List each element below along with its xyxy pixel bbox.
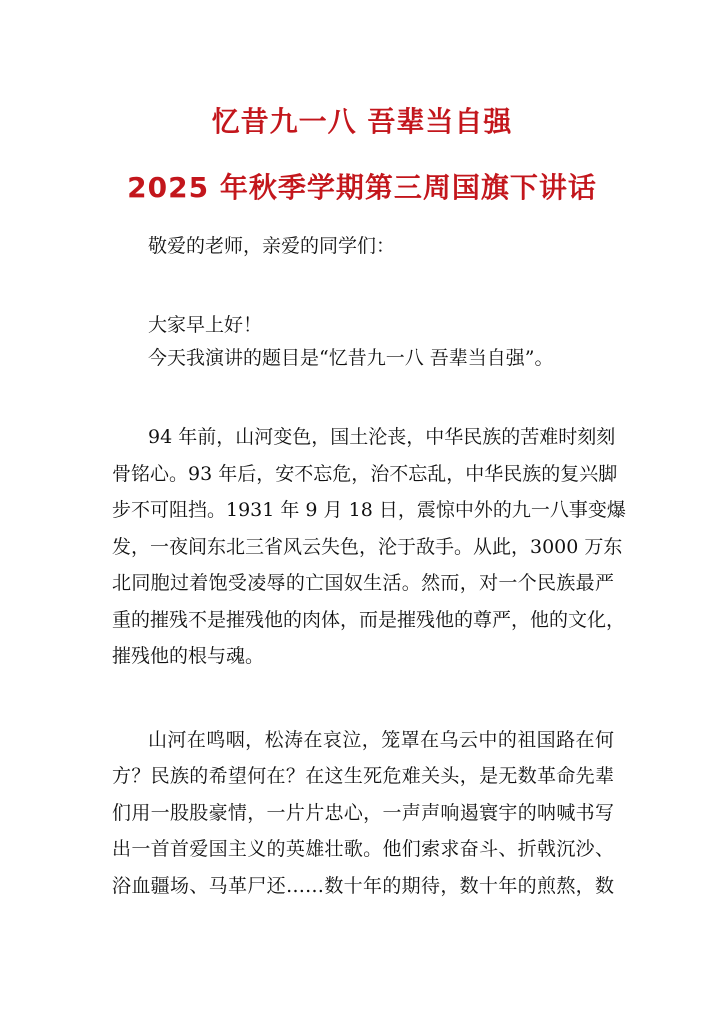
paragraph-1-line: 重的摧残不是摧残他的肉体，而是摧残他的尊严，他的文化， (112, 609, 626, 631)
paragraph-2-line: 山河在鸣咽，松涛在哀泣，笼罩在乌云中的祖国路在何 (148, 729, 614, 751)
paragraph-1-line: 摧残他的根与魂。 (112, 645, 265, 667)
paragraph-2-line: 出一首首爱国主义的英雄壮歌。他们索求奋斗、折戟沉沙、 (112, 838, 614, 860)
paragraph-2-line: 方？民族的希望何在？在这生死危难关头，是无数革命先辈 (112, 765, 614, 787)
document-subtitle: 2025 年秋季学期第三周国旗下讲话 (127, 171, 597, 204)
paragraph-1-line: 发，一夜间东北三省风云失色，沦于敌手。从此，3000 万东 (112, 536, 623, 558)
paragraph-2-line: 们用一股股豪情，一片片忠心，一声声响遏寰宇的呐喊书写 (112, 802, 614, 824)
greeting: 大家早上好！ (148, 314, 263, 336)
paragraph-1-line: 步不可阻挡。1931 年 9 月 18 日，震惊中外的九一八事变爆 (112, 499, 626, 521)
speech-topic: 今天我演讲的题目是“忆昔九一八 吾辈当自强”。 (148, 347, 554, 369)
paragraph-1-line: 骨铭心。93 年后，安不忘危，治不忘乱，中华民族的复兴脚 (112, 463, 618, 485)
paragraph-1-line: 北同胞过着饱受凌辱的亡国奴生活。然而，对一个民族最严 (112, 572, 614, 594)
paragraph-1-line: 94 年前，山河变色，国土沦丧，中华民族的苦难时刻刻 (148, 426, 616, 448)
salutation: 敬爱的老师，亲爱的同学们： (148, 235, 396, 257)
paragraph-2-line: 浴血疆场、马革尸还……数十年的期待，数十年的煎熬，数 (112, 875, 614, 897)
document-title: 忆昔九一八 吾辈当自强 (211, 105, 513, 138)
